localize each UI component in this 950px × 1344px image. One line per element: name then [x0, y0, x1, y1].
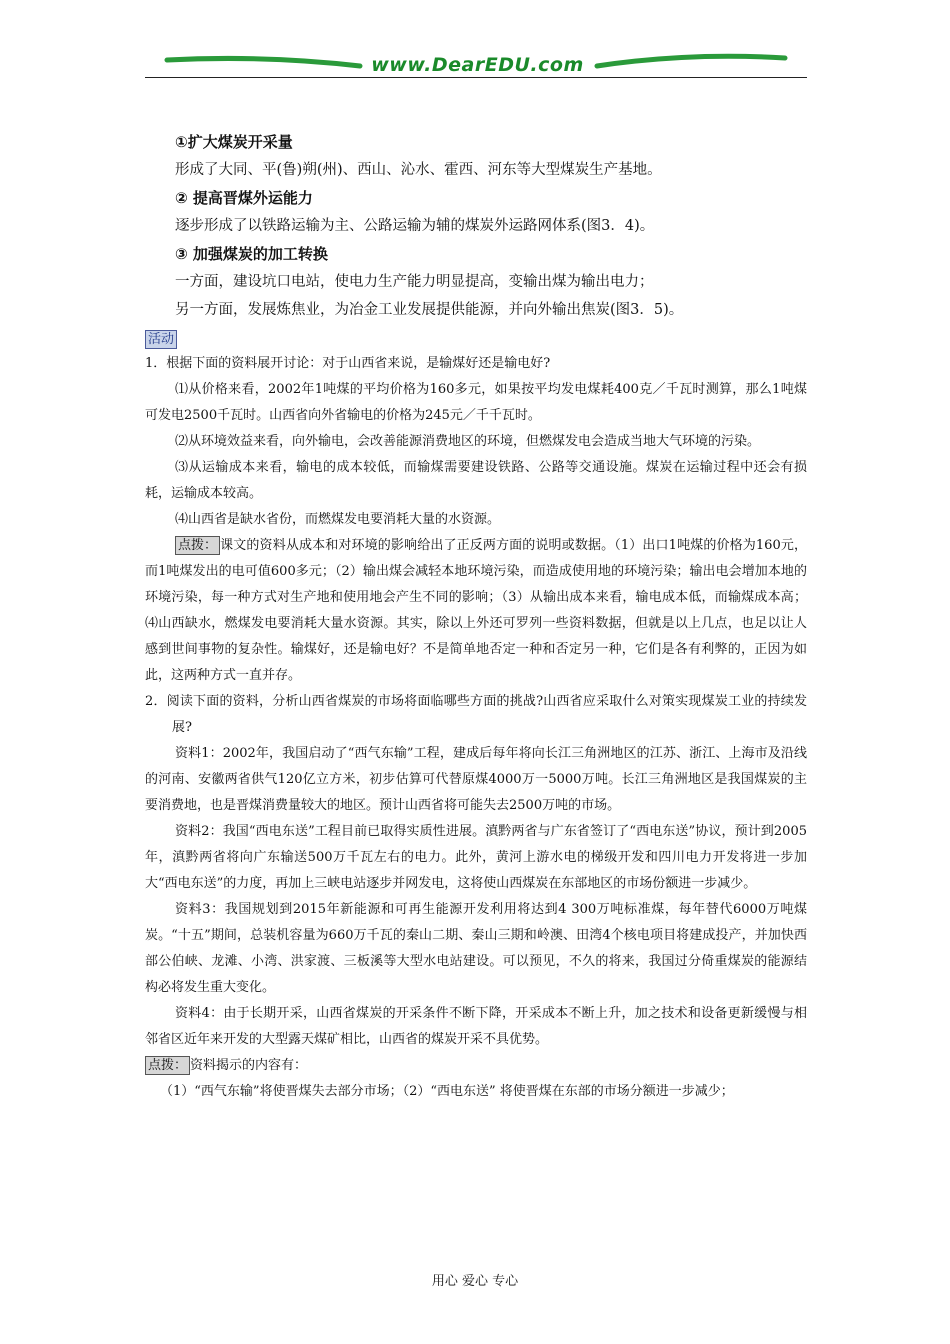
tip-tag: 点拨：	[175, 536, 220, 555]
page-footer: 用心 爱心 专心	[431, 1274, 519, 1289]
question-1: 1．根据下面的资料展开讨论：对于山西省来说，是输煤好还是输电好?	[145, 356, 551, 371]
material-transport-cost: ⑶从运输成本来看，输电的成本较低，而输煤需要建设铁路、公路等交通设施。煤炭在运输过程中还会有损耗，运输成本较高。	[145, 460, 807, 501]
page-header	[145, 50, 807, 80]
tip-tag-2: 点拨：	[145, 1056, 190, 1075]
site-logo-text: www.DearEDU.com	[371, 54, 584, 76]
material-water: ⑷山西省是缺水省份，而燃煤发电要消耗大量的水资源。	[175, 512, 501, 527]
activity-tag: 活动	[145, 330, 177, 349]
heading-transport: ② 提高晋煤外运能力	[175, 189, 313, 207]
paragraph-power-station: 一方面，建设坑口电站，使电力生产能力明显提高，变输出煤为输出电力；	[175, 274, 654, 290]
resource-4: 资料4：由于长期开采，山西省煤炭的开采条件不断下降，开采成本不断上升，加之技术和设备更新缓慢与相邻省区近年来开发的大型露天煤矿相比，山西省的煤炭开采不具优势。	[145, 1006, 807, 1047]
material-price: ⑴从价格来看，2002年1吨煤的平均价格为160多元，如果按平均发电煤耗400克／千瓦时测算，那么1吨煤可发电2500千瓦时。山西省向外省输电的价格为245元／千千瓦时。	[145, 382, 807, 423]
heading-expand-mining: ①扩大煤炭开采量	[175, 133, 293, 151]
paragraph-transport: 逐步形成了以铁路运输为主、公路运输为辅的煤炭外运路网体系(图3．4)。	[175, 218, 655, 234]
tip-paragraph-2	[145, 1053, 807, 1079]
tip-text-2: 资料揭示的内容有：	[190, 1058, 308, 1073]
tip-text-1: 课文的资料从成本和对环境的影响给出了正反两方面的说明或数据。（1）出口1吨煤的价格为160元，而1吨煤发出的电可值600多元；（2）输出煤会减轻本地环境污染，而造成使用地的环境污染；输出电会增加本地的环境污染，每一种方式对生产地和使用地会产生不同的影响；（3）从输出成本来看，输电成本低，而输煤成本高；⑷山西缺水，燃煤发电要消耗大量水资源。其实，除以上外还可罗列一些资料数据，但就是以上几点，也足以让人感到世间事物的复杂性。输煤好，还是输电好？不是简单地否定一种和否定另一种，它们是各有利弊的，正因为如此，这两种方式一直并存。	[145, 538, 807, 683]
paragraph-bases: 形成了大同、平(鲁)朔(州)、西山、沁水、霍西、河东等大型煤炭生产基地。	[175, 162, 662, 178]
resource-1: 资料1：2002年，我国启动了“西气东输”工程，建成后每年将向长江三角洲地区的江苏、浙江、上海市及沿线的河南、安徽两省供气120亿立方米，初步估算可代替原煤4000万一5000万吨。长江三角洲地区是我国煤炭的主要消费地，也是晋煤消费量较大的地区。预计山西省将可能失去2500万吨的市场。	[145, 746, 807, 813]
document-body	[145, 128, 807, 1105]
question-2: 2．阅读下面的资料，分析山西省煤炭的市场将面临哪些方面的挑战?山西省应采取什么对策实现煤炭工业的持续发展?	[145, 694, 807, 735]
material-environment: ⑵从环境效益来看，向外输电，会改善能源消费地区的环境，但燃煤发电会造成当地大气环境的污染。	[175, 434, 761, 449]
resource-2: 资料2：我国“西电东送”工程目前已取得实质性进展。滇黔两省与广东省签订了“西电东送”协议，预计到2005年，滇黔两省将向广东输送500万千瓦左右的电力。此外，黄河上游水电的梯级开发和四川电力开发将进一步加大“西电东送”的力度，再加上三峡电站逐步并网发电，这将使山西煤炭在东部地区的市场份额进一步减少。	[145, 824, 807, 891]
resource-3: 资料3：我国规划到2015年新能源和可再生能源开发利用将达到4 300万吨标准煤，每年替代6000万吨煤炭。“十五”期间，总装机容量为660万千瓦的秦山二期、秦山三期和岭澳、田湾4个核电项目将建成投产，并加快西部公伯峡、龙滩、小湾、洪家渡、三板溪等大型水电站建设。可以预见，不久的将来，我国过分倚重煤炭的能源结构必将发生重大变化。	[145, 902, 807, 995]
heading-processing: ③ 加强煤炭的加工转换	[175, 245, 328, 263]
paragraph-coking: 另一方面，发展炼焦业，为冶金工业发展提供能源，并向外输出焦炭(图3．5)。	[175, 302, 684, 318]
header-rule	[145, 77, 807, 78]
tip-paragraph-1	[145, 533, 807, 689]
tip-line-2: （1）“西气东输”将使晋煤失去部分市场；（2）“西电东送” 将使晋煤在东部的市场分额进一步减少；	[160, 1084, 734, 1099]
activity-label	[145, 328, 807, 349]
